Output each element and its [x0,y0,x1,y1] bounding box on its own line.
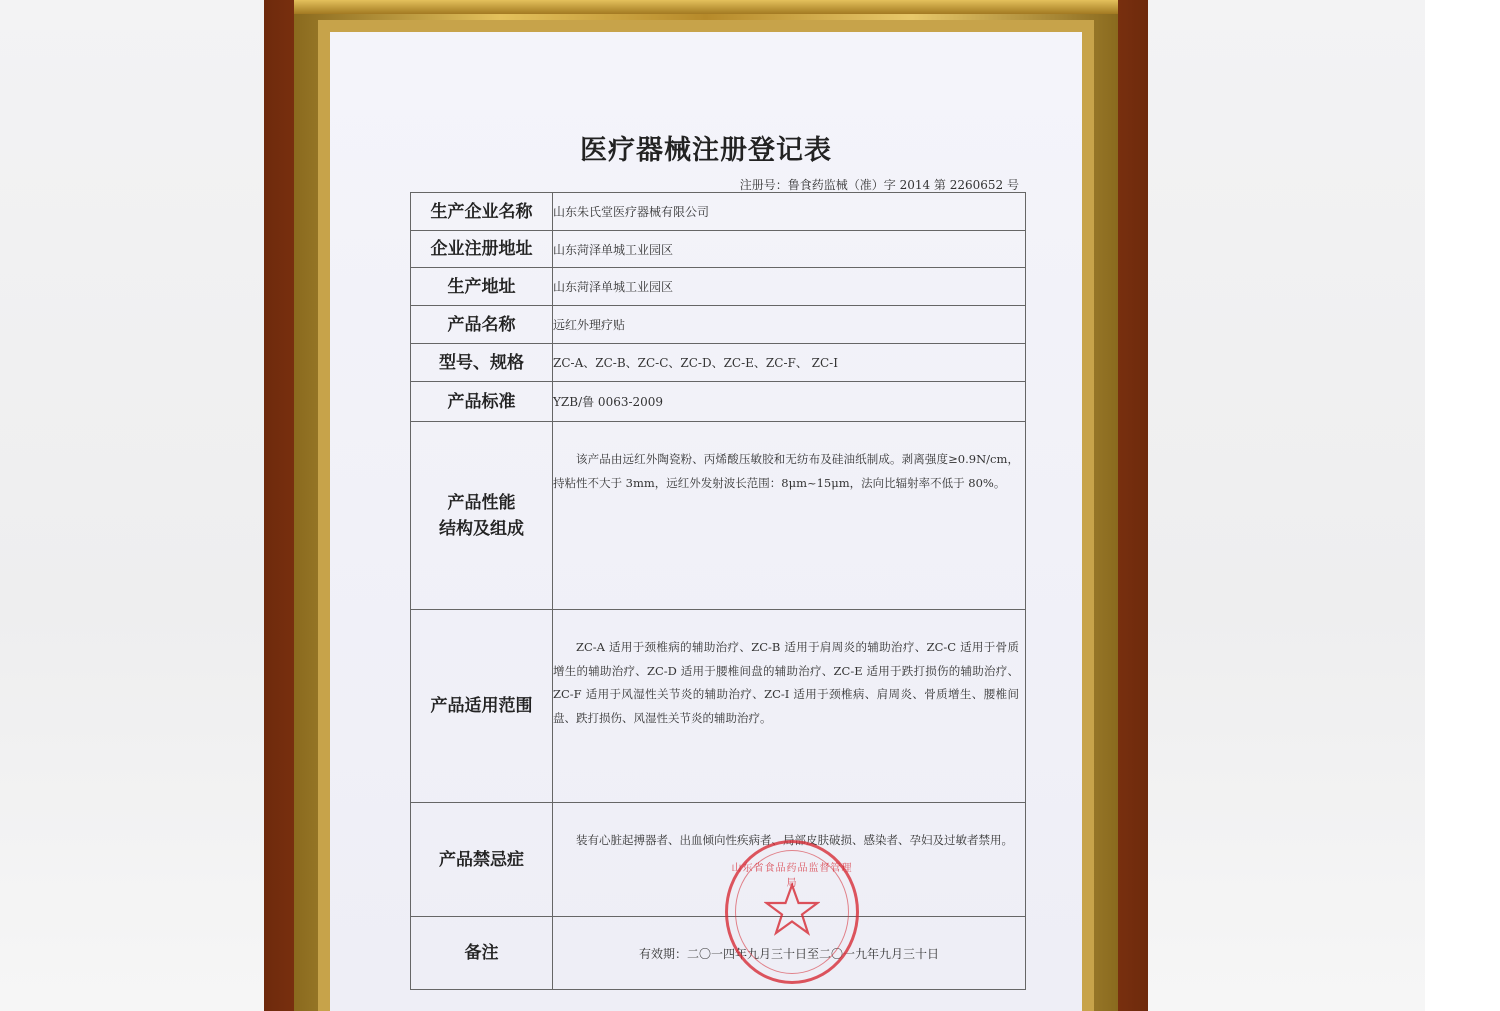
remark-cell [553,917,1026,990]
registration-table [410,192,1026,990]
row-value: 山东菏泽单城工业园区 [553,231,1026,268]
performance-label-line1: 产品性能 [447,492,516,513]
table-row-scope [411,610,1026,803]
row-label: 企业注册地址 [411,231,553,268]
remark-label: 备注 [411,917,553,990]
performance-label-line2: 结构及组成 [439,518,524,539]
row-label: 产品标准 [411,382,553,422]
scope-label: 产品适用范围 [411,610,553,803]
table-row [411,231,1026,268]
row-value: 山东朱氏堂医疗器械有限公司 [553,193,1026,231]
performance-label [411,422,553,610]
row-value: YZB/鲁 0063-2009 [553,382,1026,422]
table-row [411,344,1026,382]
certificate-paper [330,32,1082,1011]
performance-cell [553,422,1026,610]
row-label: 型号、规格 [411,344,553,382]
row-value: 远红外理疗贴 [553,306,1026,344]
table-row-contraindication [411,803,1026,917]
contraindication-cell [553,803,1026,917]
table-row [411,382,1026,422]
row-label: 生产企业名称 [411,193,553,231]
table-row-performance [411,422,1026,610]
table-row [411,193,1026,231]
table-row [411,306,1026,344]
contraindication-label: 产品禁忌症 [411,803,553,917]
row-value: ZC-A、ZC-B、ZC-C、ZC-D、ZC-E、ZC-F、 ZC-I [553,344,1026,382]
table-row [411,268,1026,306]
row-label: 生产地址 [411,268,553,306]
scope-text: ZC-A 适用于颈椎病的辅助治疗、ZC-B 适用于肩周炎的辅助治疗、ZC-C 适用于骨质增生的辅助治疗、ZC-D 适用于腰椎间盘的辅助治疗、ZC-E 适用于跌打损伤的辅助治疗、ZC-F 适用于风湿性关节炎的辅助治疗、ZC-I 适用于颈椎病、肩周炎、骨质增生、腰椎间盘、跌打损伤、风湿性关节炎的辅助治疗。 [553,640,1019,725]
remark-text: 有效期：二〇一四年九月三十日至二〇一九年九月三十日 [638,946,939,961]
picture-frame-gold-top [294,0,1118,14]
row-value: 山东菏泽单城工业园区 [553,268,1026,306]
stamp-text: 山东省食品药品监督管理局 [731,863,853,889]
registration-number: 注册号：鲁食药监械（准）字 2014 第 2260652 号 [739,178,1019,192]
performance-text: 该产品由远红外陶瓷粉、丙烯酸压敏胶和无纺布及硅油纸制成。剥离强度≥0.9N/cm，持粘性不大于 3mm，远红外发射波长范围：8μm~15μm，法向比辐射率不低于 80%。 [553,452,1019,490]
contraindication-text: 装有心脏起搏器者、出血倾向性疾病者、局部皮肤破损、感染者、孕妇及过敏者禁用。 [576,833,1013,847]
document-title: 医疗器械注册登记表 [580,135,832,166]
row-label: 产品名称 [411,306,553,344]
table-row-remark [411,917,1026,990]
scope-cell [553,610,1026,803]
